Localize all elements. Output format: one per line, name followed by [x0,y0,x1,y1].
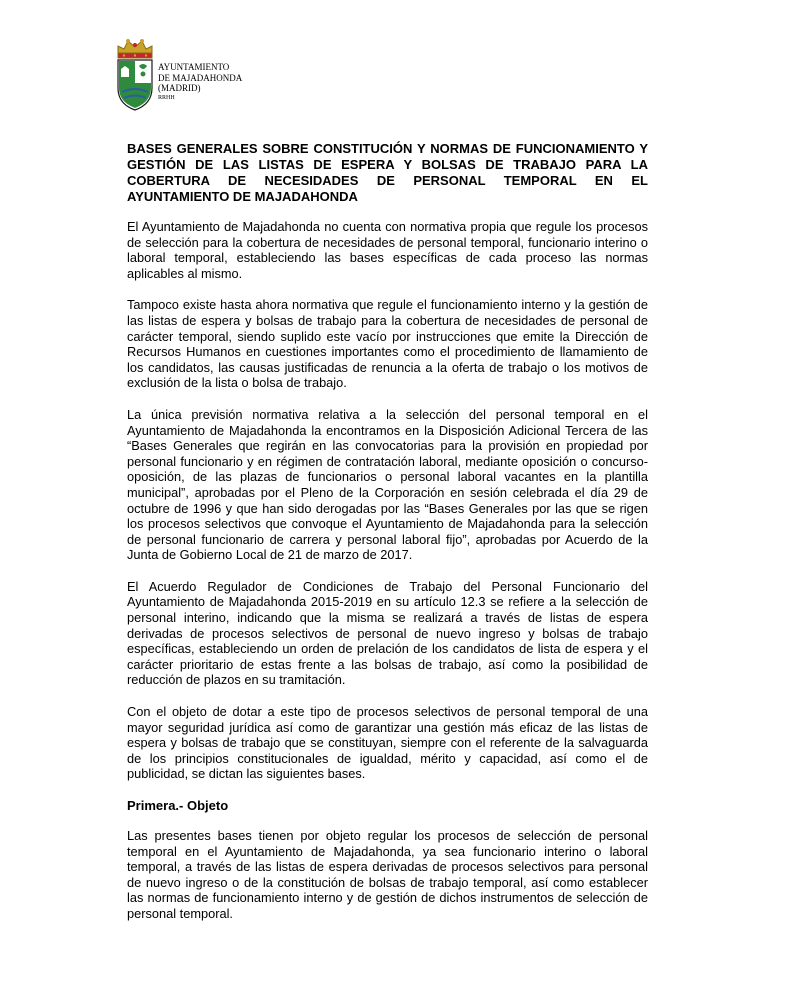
section-paragraph: Las presentes bases tienen por objeto regular los procesos de selección de personal temporal en el Ayuntamiento de Majadahonda, ya sea funcionario interino o laboral temporal, a través de las listas de espera derivadas de procesos selectivos para personal de nuevo ingreso o de la constitución de bolsas de trabajo temporal, así como establecer las normas de funcionamiento interno y de gestión de dichos instrumentos de selección de personal temporal. [127,828,648,921]
paragraph-5: Con el objeto de dotar a este tipo de procesos selectivos de personal temporal de una mayor seguridad jurídica así como de garantizar una gestión más eficaz de las listas de espera y bolsas de trabajo que se constituyan, siempre con el referente de la salvaguarda de los principios constitucionales de igualdad, mérito y capacidad, así como el de publicidad, se dictan las siguientes bases. [127,704,648,782]
municipal-crest-icon [114,36,156,112]
letterhead-line-2: DE MAJADAHONDA [158,72,243,83]
paragraph-3: La única previsión normativa relativa a la selección del personal temporal en el Ayuntamiento de Majadahonda la encontramos en la Disposición Adicional Tercera de las “Bases Generales que regirán en las convocatorias para la provisión en propiedad por personal funcionario y en régimen de contratación laboral, mediante oposición o concurso-oposición, de las plazas de funcionarios o personal laboral vacantes en la plantilla municipal”, aprobadas por el Pleno de la Corporación en sesión celebrada el día 29 de octubre de 1996 y que han sido derogadas por las “Bases Generales por las que se rigen los procesos selectivos que convoque el Ayuntamiento de Majadahonda para la selección de personal funcionario de carrera y personal laboral fijo”, aprobadas por Acuerdo de la Junta de Gobierno Local de 21 de marzo de 2017. [127,406,648,563]
letterhead-line-3: (MADRID) [158,83,201,93]
document-title: BASES GENERALES SOBRE CONSTITUCIÓN Y NORMAS DE FUNCIONAMIENTO Y GESTIÓN DE LAS LISTAS DE ESPERA Y BOLSAS DE TRABAJO PARA LA COBERTURA DE NECESIDADES DE PERSONAL TEMPORAL EN EL AYUNTAMIENTO DE MAJADAHONDA [127,141,648,204]
letterhead-text [158,62,242,103]
letterhead [114,36,314,112]
letterhead-department: RRHH [158,94,175,101]
paragraph-4: El Acuerdo Regulador de Condiciones de Trabajo del Personal Funcionario del Ayuntamiento de Majadahonda 2015-2019 en su artículo 12.3 se refiere a la selección de personal interino, indicando que la misma se realizará a través de listas de espera derivadas de procesos selectivos de personal de nuevo ingreso y bolsas de trabajo específicas, estableciendo un orden de prelación de los candidatos de lista de espera y el carácter prioritario de estas frente a las bolsas de trabajo, así como la posibilidad de reducción de plazos en su tramitación. [127,578,648,688]
document-body [127,141,648,938]
paragraph-1: El Ayuntamiento de Majadahonda no cuenta con normativa propia que regule los procesos de selección para la cobertura de necesidades de personal temporal, funcionario interino o laboral temporal, estableciendo las bases específicas de cada proceso las normas aplicables al mismo. [127,219,648,281]
section-heading-primera: Primera.- Objeto [127,798,229,813]
paragraph-2: Tampoco existe hasta ahora normativa que regule el funcionamiento interno y la gestión de las listas de espera y bolsas de trabajo para la cobertura de necesidades de personal de carácter temporal, siendo suplido este vacío por instrucciones que emite la Dirección de Recursos Humanos en cuestiones importantes como el procedimiento de llamamiento de los candidatos, las causas justificadas de renuncia a la oferta de trabajo o los motivos de exclusión de la lista o bolsa de trabajo. [127,297,648,391]
letterhead-line-1: AYUNTAMIENTO [158,62,230,72]
